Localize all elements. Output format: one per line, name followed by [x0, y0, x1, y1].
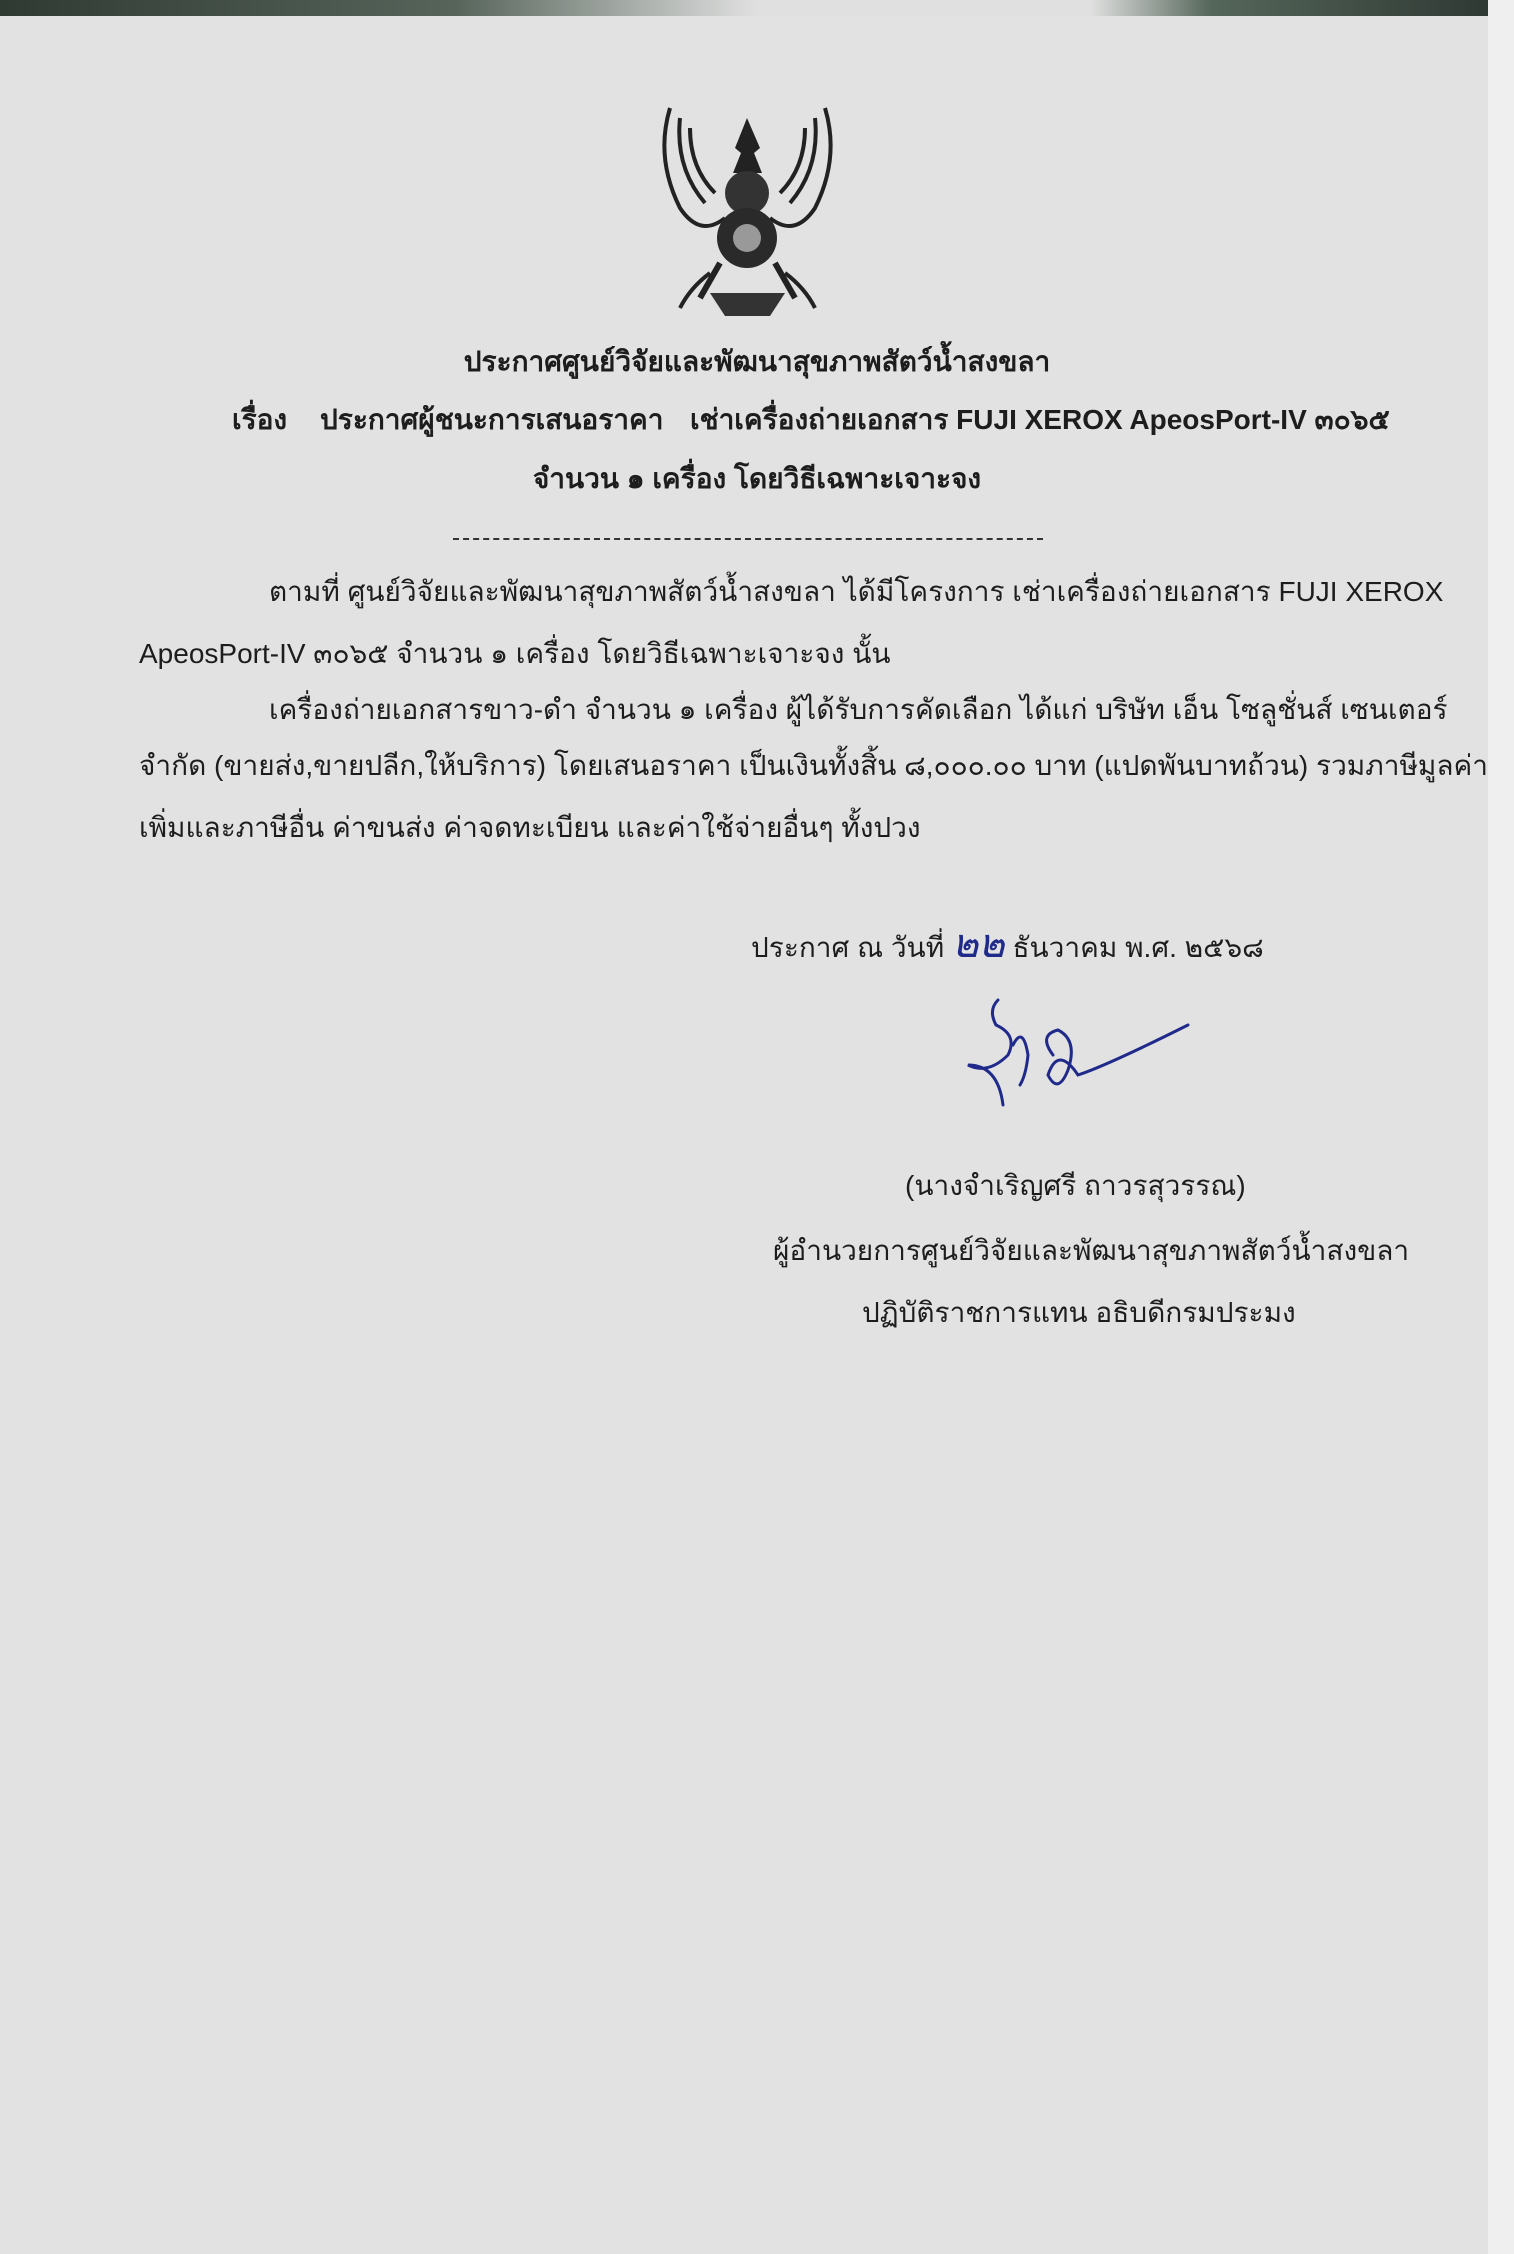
para2-line1: เครื่องถ่ายเอกสารขาว-ดำ จำนวน ๑ เครื่อง ผู้ได้รับการคัดเลือก ได้แก่ บริษัท เอ็น โซลูชั่นส์ เซนเตอร์ — [269, 694, 1448, 725]
para1-line1: ตามที่ ศูนย์วิจัยและพัฒนาสุขภาพสัตว์น้ำสงขลา ได้มีโครงการ เช่าเครื่องถ่ายเอกสาร FUJI XEROX — [269, 576, 1444, 607]
date-suffix: ธันวาคม พ.ศ. ๒๕๖๘ — [1012, 932, 1264, 963]
subject-part2: เช่าเครื่องถ่ายเอกสาร FUJI XEROX ApeosPort-IV ๓๐๖๕ — [690, 404, 1390, 435]
announcement-title: ประกาศศูนย์วิจัยและพัฒนาสุขภาพสัตว์น้ำสงขลา — [463, 346, 1051, 377]
handwritten-signature — [958, 985, 1198, 1110]
subject-label: เรื่อง — [232, 404, 288, 435]
para2-line2: จำกัด (ขายส่ง,ขายปลีก,ให้บริการ) โดยเสนอราคา เป็นเงินทั้งสิ้น ๘,๐๐๐.๐๐ บาท (แปดพันบาทถ้วน) รวมภาษีมูลค่า — [139, 750, 1488, 781]
garuda-emblem-icon — [650, 98, 845, 326]
signatory-acting: ปฏิบัติราชการแทน อธิบดีกรมประมง — [862, 1297, 1296, 1328]
divider — [453, 538, 1043, 540]
subject-part1: ประกาศผู้ชนะการเสนอราคา — [320, 404, 664, 435]
photo-edge — [0, 0, 1514, 16]
paper-edge — [1488, 0, 1514, 2254]
subject-line2: จำนวน ๑ เครื่อง โดยวิธีเฉพาะเจาะจง — [532, 463, 982, 494]
date-day-handwritten: ๒๒ — [951, 922, 1005, 966]
date-prefix: ประกาศ ณ วันที่ — [751, 932, 945, 963]
signatory-name: (นางจำเริญศรี ถาวรสุวรรณ) — [905, 1170, 1246, 1201]
signatory-position: ผู้อำนวยการศูนย์วิจัยและพัฒนาสุขภาพสัตว์น้ำสงขลา — [773, 1235, 1410, 1266]
para1-line2: ApeosPort-IV ๓๐๖๕ จำนวน ๑ เครื่อง โดยวิธีเฉพาะเจาะจง นั้น — [139, 638, 891, 669]
announcement-date — [751, 924, 1264, 964]
para2-line3: เพิ่มและภาษีอื่น ค่าขนส่ง ค่าจดทะเบียน และค่าใช้จ่ายอื่นๆ ทั้งปวง — [139, 812, 921, 843]
